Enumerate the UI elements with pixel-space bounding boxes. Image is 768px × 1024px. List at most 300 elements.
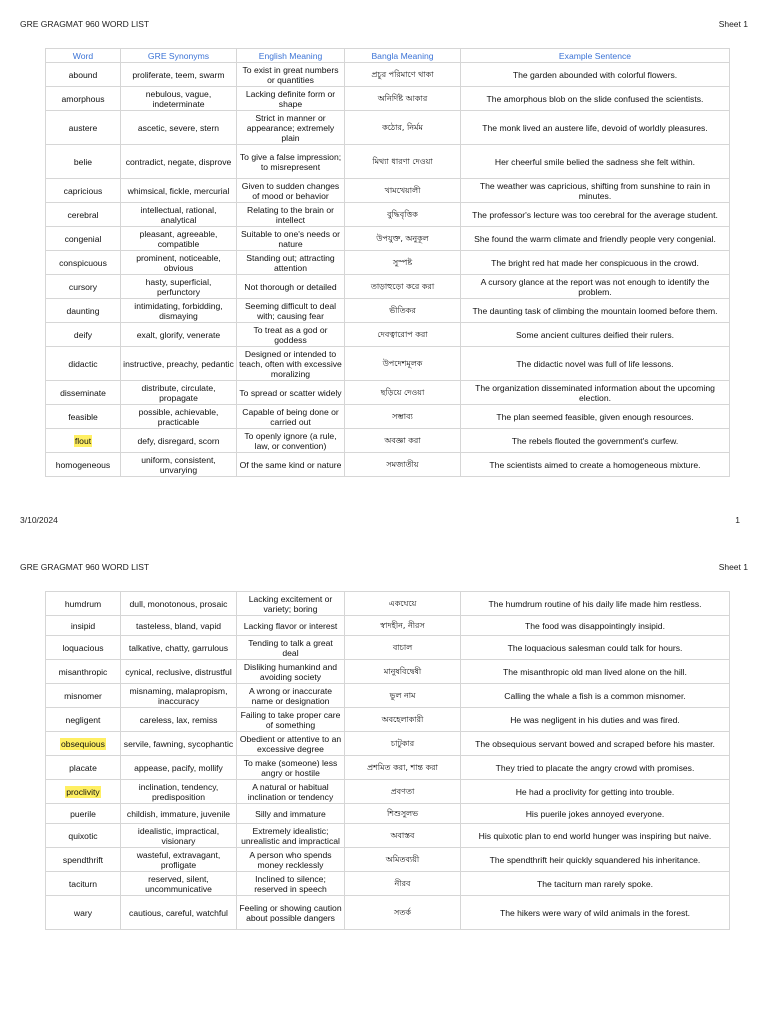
- english-meaning-cell: [237, 756, 345, 780]
- word-table-page-2: [45, 591, 730, 930]
- bangla-meaning-cell: [345, 732, 461, 756]
- synonyms-cell: [121, 145, 237, 179]
- synonyms-cell-text: proliferate, teem, swarm: [132, 69, 225, 80]
- synonyms-cell-text: defy, disregard, scorn: [137, 435, 220, 446]
- example-sentence-cell-text: The hikers were wary of wild animals in the forest.: [499, 907, 691, 918]
- synonyms-cell: [121, 381, 237, 405]
- synonyms-cell-text: possible, achievable, practicable: [138, 406, 219, 427]
- english-meaning-cell-text: Of the same kind or nature: [239, 459, 342, 470]
- synonyms-cell-text: hasty, superficial, perfunctory: [145, 276, 212, 297]
- example-sentence-cell: [461, 251, 730, 275]
- table-row: [46, 636, 730, 660]
- example-sentence-cell: [461, 616, 730, 636]
- bangla-meaning-cell-text: স্বাদহীন, নীরস: [380, 621, 425, 630]
- example-sentence-cell: [461, 592, 730, 616]
- synonyms-cell: [121, 405, 237, 429]
- english-meaning-cell-text: To spread or scatter widely: [239, 387, 342, 398]
- synonyms-cell-text: reserved, silent, uncommunicative: [145, 873, 212, 894]
- word-cell: [46, 63, 121, 87]
- english-meaning-cell: [237, 347, 345, 381]
- example-sentence-cell-text: The misanthropic old man lived alone on the hill.: [503, 666, 687, 677]
- example-sentence-cell: [461, 636, 730, 660]
- english-meaning-cell-text: Obedient or attentive to an excessive degree: [239, 733, 342, 754]
- example-sentence-cell-text: The garden abounded with colorful flowers.: [512, 69, 678, 80]
- english-meaning-cell: [237, 616, 345, 636]
- example-sentence-cell: [461, 896, 730, 930]
- word-cell-text: amorphous: [61, 93, 105, 104]
- word-cell-text: disseminate: [60, 387, 106, 398]
- synonyms-cell-text: misnaming, malapropism, inaccuracy: [129, 685, 228, 706]
- word-cell-text: quixotic: [68, 830, 98, 841]
- table-row: [46, 872, 730, 896]
- example-sentence-cell: [461, 347, 730, 381]
- bangla-meaning-cell: [345, 872, 461, 896]
- bangla-meaning-cell-text: অমিতব্যয়ী: [385, 855, 420, 864]
- english-meaning-cell: [237, 848, 345, 872]
- english-meaning-cell: [237, 780, 345, 804]
- word-cell: [46, 732, 121, 756]
- bangla-meaning-cell-text: বাচাল: [392, 643, 413, 652]
- word-cell-text: daunting: [66, 305, 100, 316]
- synonyms-cell: [121, 616, 237, 636]
- example-sentence-cell: [461, 824, 730, 848]
- synonyms-cell-text: intellectual, rational, analytical: [140, 204, 217, 225]
- example-sentence-cell: [461, 203, 730, 227]
- example-sentence-cell-text: The plan seemed feasible, given enough resources.: [496, 411, 694, 422]
- bangla-meaning-cell: [345, 684, 461, 708]
- synonyms-cell: [121, 429, 237, 453]
- english-meaning-cell: [237, 275, 345, 299]
- table-row: [46, 453, 730, 477]
- bangla-meaning-cell-text: কঠোর, নির্মম: [382, 123, 423, 132]
- example-sentence-cell: [461, 453, 730, 477]
- example-sentence-cell-text: He was negligent in his duties and was fired.: [510, 714, 680, 725]
- english-meaning-cell: [237, 804, 345, 824]
- word-cell: [46, 848, 121, 872]
- synonyms-cell-text: appease, pacify, mollify: [134, 762, 223, 773]
- english-meaning-cell-text: A natural or habitual inclination or tendency: [247, 781, 334, 802]
- synonyms-cell-text: cautious, careful, watchful: [129, 907, 228, 918]
- bangla-meaning-cell-text: প্রচুর পরিমাণে থাকা: [371, 70, 434, 79]
- english-meaning-cell-text: Lacking definite form or shape: [245, 88, 336, 109]
- table-row: [46, 347, 730, 381]
- example-sentence-cell-text: The didactic novel was full of life lessons.: [516, 358, 674, 369]
- word-cell: [46, 347, 121, 381]
- bangla-meaning-cell-text: দেবত্বারোপ করা: [377, 330, 428, 339]
- bangla-meaning-cell-text: বুদ্ধিবৃত্তিক: [387, 210, 418, 219]
- example-sentence-cell-text: She found the warm climate and friendly people very congenial.: [474, 233, 716, 244]
- english-meaning-cell: [237, 381, 345, 405]
- bangla-meaning-cell-text: তাড়াহুড়ো করে করা: [370, 282, 435, 291]
- synonyms-cell-text: contradict, negate, disprove: [125, 156, 232, 167]
- word-cell: [46, 179, 121, 203]
- english-meaning-cell: [237, 896, 345, 930]
- bangla-meaning-cell: [345, 203, 461, 227]
- english-meaning-cell-text: Silly and immature: [255, 808, 326, 819]
- table-row: [46, 708, 730, 732]
- word-cell: [46, 299, 121, 323]
- table-row: [46, 299, 730, 323]
- example-sentence-cell: [461, 323, 730, 347]
- example-sentence-cell-text: The loquacious salesman could talk for hours.: [507, 642, 683, 653]
- word-cell: [46, 592, 121, 616]
- word-cell: [46, 896, 121, 930]
- synonyms-cell-text: idealistic, impractical, visionary: [137, 825, 220, 846]
- example-sentence-cell: [461, 429, 730, 453]
- synonyms-cell: [121, 684, 237, 708]
- synonyms-cell-text: pleasant, agreeable, compatible: [139, 228, 218, 249]
- bangla-meaning-cell-text: ছড়িয়ে দেওয়া: [380, 388, 425, 397]
- example-sentence-cell-text: Her cheerful smile belied the sadness she felt within.: [494, 156, 696, 167]
- table-row: [46, 804, 730, 824]
- synonyms-cell-text: careless, lax, remiss: [139, 714, 218, 725]
- example-sentence-cell-text: The daunting task of climbing the mountain loomed before them.: [472, 305, 718, 316]
- example-sentence-cell: [461, 708, 730, 732]
- table-row: [46, 251, 730, 275]
- word-cell-text: cerebral: [67, 209, 99, 220]
- page-header-2: [20, 562, 748, 572]
- example-sentence-cell: [461, 111, 730, 145]
- example-sentence-cell-text: The humdrum routine of his daily life made him restless.: [488, 598, 702, 609]
- bangla-meaning-cell-text: সম্ভাব্য: [392, 412, 413, 421]
- english-meaning-cell: [237, 111, 345, 145]
- synonyms-cell-text: distribute, circulate, propagate: [141, 382, 216, 403]
- example-sentence-cell: [461, 732, 730, 756]
- synonyms-cell-text: servile, fawning, sycophantic: [123, 738, 234, 749]
- table-row: [46, 275, 730, 299]
- english-meaning-cell-text: Disliking humankind and avoiding society: [243, 661, 338, 682]
- bangla-meaning-cell-text: শিশুসুলভ: [386, 809, 419, 818]
- example-sentence-cell-text: A cursory glance at the report was not enough to identify the problem.: [480, 276, 710, 297]
- synonyms-cell: [121, 323, 237, 347]
- word-cell-text: proclivity: [66, 786, 100, 797]
- synonyms-cell: [121, 179, 237, 203]
- bangla-meaning-cell-text: অবহেলাকারী: [381, 715, 424, 724]
- example-sentence-cell: [461, 227, 730, 251]
- synonyms-cell: [121, 299, 237, 323]
- example-sentence-cell: [461, 684, 730, 708]
- table-row: [46, 660, 730, 684]
- table-row: [46, 848, 730, 872]
- word-cell: [46, 203, 121, 227]
- bangla-meaning-cell: [345, 660, 461, 684]
- word-cell: [46, 381, 121, 405]
- word-cell-text: feasible: [68, 411, 98, 422]
- english-meaning-cell-text: To treat as a god or goddess: [253, 324, 328, 345]
- column-header-bangla: Bangla Meaning: [345, 49, 461, 63]
- english-meaning-cell-text: Tending to talk a great deal: [248, 637, 333, 658]
- synonyms-cell-text: ascetic, severe, stern: [137, 122, 220, 133]
- example-sentence-cell: [461, 179, 730, 203]
- bangla-meaning-cell: [345, 251, 461, 275]
- bangla-meaning-cell: [345, 405, 461, 429]
- example-sentence-cell-text: His quixotic plan to end world hunger was inspiring but naive.: [478, 830, 712, 841]
- table-row: [46, 405, 730, 429]
- english-meaning-cell: [237, 63, 345, 87]
- english-meaning-cell-text: Lacking excitement or variety; boring: [248, 593, 333, 614]
- table-row: [46, 684, 730, 708]
- synonyms-cell-text: talkative, chatty, garrulous: [128, 642, 229, 653]
- synonyms-cell: [121, 756, 237, 780]
- word-table-page-1: [45, 48, 730, 477]
- word-cell-text: puerile: [70, 808, 96, 819]
- example-sentence-cell: [461, 381, 730, 405]
- word-cell-text: congenial: [64, 233, 102, 244]
- bangla-meaning-cell-text: নীরব: [394, 879, 411, 888]
- synonyms-cell: [121, 347, 237, 381]
- synonyms-cell: [121, 275, 237, 299]
- word-cell-text: conspicuous: [59, 257, 107, 268]
- word-cell-text: placate: [69, 762, 97, 773]
- english-meaning-cell-text: Standing out; attracting attention: [246, 252, 335, 273]
- word-cell: [46, 453, 121, 477]
- word-cell: [46, 804, 121, 824]
- english-meaning-cell: [237, 824, 345, 848]
- word-cell-text: didactic: [68, 358, 98, 369]
- bangla-meaning-cell: [345, 756, 461, 780]
- bangla-meaning-cell: [345, 616, 461, 636]
- word-cell: [46, 111, 121, 145]
- example-sentence-cell: [461, 299, 730, 323]
- page-header: [20, 19, 748, 29]
- table-row: [46, 179, 730, 203]
- synonyms-cell: [121, 203, 237, 227]
- synonyms-cell: [121, 592, 237, 616]
- example-sentence-cell: [461, 660, 730, 684]
- word-cell-text: insipid: [70, 620, 96, 631]
- bangla-meaning-cell-text: মানুষবিদ্বেষী: [383, 667, 422, 676]
- synonyms-cell-text: whimsical, fickle, mercurial: [127, 185, 230, 196]
- english-meaning-cell: [237, 299, 345, 323]
- word-cell: [46, 756, 121, 780]
- synonyms-cell: [121, 636, 237, 660]
- word-cell: [46, 323, 121, 347]
- example-sentence-cell: [461, 756, 730, 780]
- english-meaning-cell-text: To make (someone) less angry or hostile: [243, 757, 338, 778]
- bangla-meaning-cell-text: সতর্ক: [394, 908, 411, 917]
- synonyms-cell: [121, 111, 237, 145]
- english-meaning-cell: [237, 684, 345, 708]
- english-meaning-cell: [237, 179, 345, 203]
- table-row: [46, 780, 730, 804]
- page-number: 1: [735, 515, 740, 525]
- synonyms-cell: [121, 896, 237, 930]
- bangla-meaning-cell: [345, 145, 461, 179]
- english-meaning-cell-text: Suitable to one's needs or nature: [240, 228, 341, 249]
- synonyms-cell-text: instructive, preachy, pedantic: [123, 358, 234, 369]
- synonyms-cell: [121, 251, 237, 275]
- word-cell-text: taciturn: [68, 878, 98, 889]
- example-sentence-cell-text: The taciturn man rarely spoke.: [536, 878, 654, 889]
- table-row: [46, 323, 730, 347]
- bangla-meaning-cell: [345, 87, 461, 111]
- bangla-meaning-cell-text: ভুল নাম: [389, 691, 416, 700]
- example-sentence-cell: [461, 275, 730, 299]
- word-cell: [46, 872, 121, 896]
- english-meaning-cell: [237, 660, 345, 684]
- table-row: [46, 145, 730, 179]
- table-row: [46, 87, 730, 111]
- word-cell: [46, 227, 121, 251]
- word-cell: [46, 87, 121, 111]
- bangla-meaning-cell: [345, 592, 461, 616]
- table-header-row: [46, 49, 730, 63]
- english-meaning-cell-text: Strict in manner or appearance; extremely plain: [246, 112, 335, 143]
- synonyms-cell: [121, 660, 237, 684]
- table-row: [46, 616, 730, 636]
- word-cell-text: misanthropic: [58, 666, 108, 677]
- bangla-meaning-cell: [345, 804, 461, 824]
- bangla-meaning-cell: [345, 275, 461, 299]
- english-meaning-cell-text: Extremely idealistic; unrealistic and impractical: [241, 825, 340, 846]
- english-meaning-cell-text: Given to sudden changes of mood or behavior: [241, 180, 340, 201]
- example-sentence-cell: [461, 848, 730, 872]
- example-sentence-cell: [461, 405, 730, 429]
- bangla-meaning-cell: [345, 347, 461, 381]
- word-cell: [46, 275, 121, 299]
- bangla-meaning-cell: [345, 824, 461, 848]
- bangla-meaning-cell-text: অবজ্ঞা করা: [384, 436, 421, 445]
- word-cell-text: wary: [73, 907, 93, 918]
- synonyms-cell: [121, 708, 237, 732]
- english-meaning-cell-text: A person who spends money recklessly: [249, 849, 332, 870]
- word-cell-text: austere: [68, 122, 98, 133]
- english-meaning-cell-text: Not thorough or detailed: [244, 281, 337, 292]
- bangla-meaning-cell-text: প্রশমিত করা, শান্ত করা: [367, 763, 438, 772]
- example-sentence-cell-text: The organization disseminated information about the upcoming election.: [475, 382, 715, 403]
- example-sentence-cell: [461, 872, 730, 896]
- example-sentence-cell: [461, 87, 730, 111]
- word-cell: [46, 616, 121, 636]
- bangla-meaning-cell: [345, 63, 461, 87]
- synonyms-cell-text: inclination, tendency, predisposition: [138, 781, 219, 802]
- bangla-meaning-cell: [345, 429, 461, 453]
- word-cell: [46, 251, 121, 275]
- table-row: [46, 227, 730, 251]
- english-meaning-cell: [237, 405, 345, 429]
- table-row: [46, 429, 730, 453]
- word-cell: [46, 824, 121, 848]
- example-sentence-cell-text: They tried to placate the angry crowd with promises.: [495, 762, 695, 773]
- english-meaning-cell-text: A wrong or inaccurate name or designation: [248, 685, 333, 706]
- bangla-meaning-cell: [345, 848, 461, 872]
- english-meaning-cell: [237, 732, 345, 756]
- word-cell: [46, 429, 121, 453]
- english-meaning-cell: [237, 872, 345, 896]
- example-sentence-cell-text: The rebels flouted the government's curfew.: [511, 435, 679, 446]
- english-meaning-cell-text: Capable of being done or carried out: [242, 406, 339, 427]
- bangla-meaning-cell-text: মিথ্যা ধারণা দেওয়া: [372, 157, 433, 166]
- word-cell-text: homogeneous: [55, 459, 111, 470]
- word-cell-text: negligent: [65, 714, 101, 725]
- english-meaning-cell-text: Seeming difficult to deal with; causing fear: [244, 300, 337, 321]
- table-row: [46, 592, 730, 616]
- bangla-meaning-cell: [345, 780, 461, 804]
- table-row: [46, 824, 730, 848]
- table-row: [46, 896, 730, 930]
- english-meaning-cell: [237, 323, 345, 347]
- synonyms-cell: [121, 453, 237, 477]
- document-title-2: GRE GRAGMAT 960 WORD LIST: [20, 562, 150, 572]
- synonyms-cell-text: exalt, glorify, venerate: [136, 329, 221, 340]
- bangla-meaning-cell-text: খামখেয়ালী: [384, 186, 421, 195]
- english-meaning-cell: [237, 203, 345, 227]
- english-meaning-cell: [237, 87, 345, 111]
- example-sentence-cell-text: The professor's lecture was too cerebral for the average student.: [472, 209, 718, 220]
- example-sentence-cell-text: Calling the whale a fish is a common misnomer.: [504, 690, 686, 701]
- word-cell-text: flout: [74, 435, 92, 446]
- synonyms-cell-text: tasteless, bland, vapid: [135, 620, 222, 631]
- sheet-label-2: Sheet 1: [718, 562, 748, 572]
- example-sentence-cell-text: The scientists aimed to create a homogeneous mixture.: [489, 459, 701, 470]
- word-cell: [46, 780, 121, 804]
- synonyms-cell: [121, 227, 237, 251]
- english-meaning-cell-text: To give a false impression; to misrepresent: [239, 151, 342, 172]
- english-meaning-cell: [237, 592, 345, 616]
- bangla-meaning-cell: [345, 227, 461, 251]
- english-meaning-cell: [237, 453, 345, 477]
- synonyms-cell: [121, 780, 237, 804]
- bangla-meaning-cell: [345, 179, 461, 203]
- word-cell: [46, 145, 121, 179]
- english-meaning-cell: [237, 145, 345, 179]
- bangla-meaning-cell-text: সমজাতীয়: [386, 460, 419, 469]
- english-meaning-cell-text: To openly ignore (a rule, law, or convention): [244, 430, 337, 451]
- word-cell: [46, 660, 121, 684]
- table-row: [46, 203, 730, 227]
- english-meaning-cell-text: To exist in great numbers or quantities: [242, 64, 339, 85]
- bangla-meaning-cell: [345, 299, 461, 323]
- synonyms-cell-text: uniform, consistent, unvarying: [141, 454, 216, 475]
- bangla-meaning-cell-text: অবাস্তব: [390, 831, 415, 840]
- example-sentence-cell-text: The bright red hat made her conspicuous in the crowd.: [491, 257, 699, 268]
- footer-date: 3/10/2024: [20, 515, 58, 525]
- example-sentence-cell: [461, 804, 730, 824]
- word-cell-text: capricious: [63, 185, 103, 196]
- word-cell-text: spendthrift: [62, 854, 104, 865]
- english-meaning-cell: [237, 708, 345, 732]
- synonyms-cell-text: wasteful, extravagant, profligate: [136, 849, 221, 870]
- bangla-meaning-cell: [345, 708, 461, 732]
- bangla-meaning-cell: [345, 896, 461, 930]
- word-cell: [46, 636, 121, 660]
- example-sentence-cell-text: The monk lived an austere life, devoid of worldly pleasures.: [482, 122, 708, 133]
- word-cell: [46, 405, 121, 429]
- english-meaning-cell: [237, 429, 345, 453]
- column-header-example: Example Sentence: [461, 49, 730, 63]
- word-cell: [46, 708, 121, 732]
- bangla-meaning-cell-text: সুস্পষ্ট: [392, 258, 413, 267]
- synonyms-cell: [121, 872, 237, 896]
- english-meaning-cell-text: Failing to take proper care of something: [240, 709, 341, 730]
- table-row: [46, 63, 730, 87]
- example-sentence-cell: [461, 780, 730, 804]
- synonyms-cell: [121, 63, 237, 87]
- bangla-meaning-cell: [345, 111, 461, 145]
- example-sentence-cell-text: Some ancient cultures deified their rulers.: [515, 329, 675, 340]
- table-row: [46, 381, 730, 405]
- bangla-meaning-cell: [345, 323, 461, 347]
- sheet-label: Sheet 1: [718, 19, 748, 29]
- example-sentence-cell-text: His puerile jokes annoyed everyone.: [525, 808, 665, 819]
- bangla-meaning-cell-text: একঘেয়ে: [388, 599, 417, 608]
- table-row: [46, 756, 730, 780]
- example-sentence-cell-text: The amorphous blob on the slide confused the scientists.: [486, 93, 704, 104]
- english-meaning-cell: [237, 227, 345, 251]
- bangla-meaning-cell-text: উপদেশমূলক: [382, 359, 423, 368]
- english-meaning-cell-text: Feeling or showing caution about possible dangers: [239, 902, 342, 923]
- word-cell-text: cursory: [68, 281, 98, 292]
